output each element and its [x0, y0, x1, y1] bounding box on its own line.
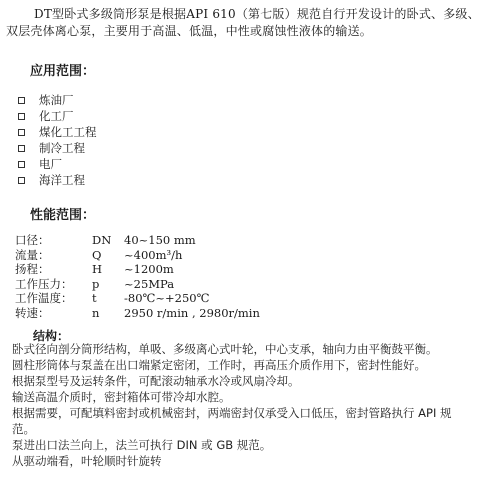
structure-line: 圆柱形筒体与泵盖在出口端紧定密闭，工作时，再高压介质作用下，密封性能好。 — [12, 358, 426, 372]
performance-table — [15, 233, 260, 320]
application-label: 海洋工程 — [39, 173, 85, 187]
spec-value: 2950 r/min , 2980r/min — [124, 305, 260, 320]
list-item — [18, 92, 97, 108]
spec-label: 口径： — [15, 233, 50, 247]
spec-symbol: n — [92, 305, 100, 320]
structure-line: 根据需要，可配填料密封或机械密封，两端密封仅承受入口低压，密封管路执行 API 规 — [12, 406, 452, 420]
structure-description — [12, 341, 496, 469]
intro-paragraph — [6, 6, 492, 40]
list-item — [18, 108, 97, 124]
list-item — [18, 172, 97, 188]
checkbox-bullet-icon — [18, 177, 25, 184]
performance-heading: 性能范围： — [30, 208, 96, 223]
spec-symbol: p — [92, 276, 100, 291]
checkbox-bullet-icon — [18, 161, 25, 168]
spec-value: ~400m³/h — [124, 247, 183, 262]
application-label: 制冷工程 — [39, 141, 85, 155]
spec-symbol: t — [92, 291, 97, 305]
intro-line-1: DT型卧式多级筒形泵是根据API 610（第七版）规范自行开发设计的卧式、多级、 — [34, 7, 480, 21]
structure-line: 输送高温介质时，密封箱体可带冷却水腔。 — [12, 390, 231, 404]
application-label: 电厂 — [39, 157, 62, 171]
spec-value: ~1200m — [124, 262, 174, 276]
list-item — [18, 156, 97, 172]
application-label: 煤化工工程 — [39, 125, 97, 139]
table-row — [15, 233, 260, 248]
spec-label: 工作压力： — [15, 276, 73, 291]
intro-line-2: 双层壳体离心泵，主要用于高温、低温，中性或腐蚀性液体的输送。 — [6, 24, 373, 38]
checkbox-bullet-icon — [18, 97, 25, 104]
list-item — [18, 140, 97, 156]
checkbox-bullet-icon — [18, 145, 25, 152]
spec-value: 40~150 mm — [124, 233, 196, 247]
checkbox-bullet-icon — [18, 113, 25, 120]
structure-line: 范。 — [12, 422, 35, 436]
spec-value: -80℃~+250℃ — [124, 291, 210, 305]
structure-line: 卧式径向剖分筒形结构，单吸、多级离心式叶轮，中心支承，轴向力由平衡鼓平衡。 — [12, 342, 438, 356]
spec-symbol: Q — [92, 247, 102, 262]
application-label: 化工厂 — [39, 109, 74, 123]
applications-heading: 应用范围： — [30, 64, 96, 79]
spec-label: 扬程： — [15, 262, 50, 276]
spec-label: 流量： — [15, 247, 50, 262]
checkbox-bullet-icon — [18, 129, 25, 136]
spec-symbol: H — [92, 262, 103, 276]
table-row — [15, 248, 260, 263]
application-label: 炼油厂 — [39, 93, 74, 107]
spec-label: 转速： — [15, 305, 50, 320]
structure-line: 根据泵型号及运转条件，可配滚动轴承水冷或风扇冷却。 — [12, 374, 300, 388]
applications-list — [18, 92, 97, 188]
table-row — [15, 277, 260, 292]
spec-label: 工作温度： — [15, 291, 73, 305]
spec-value: ~25MPa — [124, 276, 175, 291]
list-item — [18, 124, 97, 140]
table-row — [15, 291, 260, 306]
table-row — [15, 306, 260, 321]
structure-line: 泵进出口法兰向上，法兰可执行 DIN 或 GB 规范。 — [12, 438, 272, 452]
table-row — [15, 262, 260, 277]
structure-line: 从驱动端看，叶轮顺时针旋转 — [12, 454, 162, 468]
structure-heading: 结构： — [33, 329, 70, 343]
spec-symbol: DN — [92, 233, 112, 247]
